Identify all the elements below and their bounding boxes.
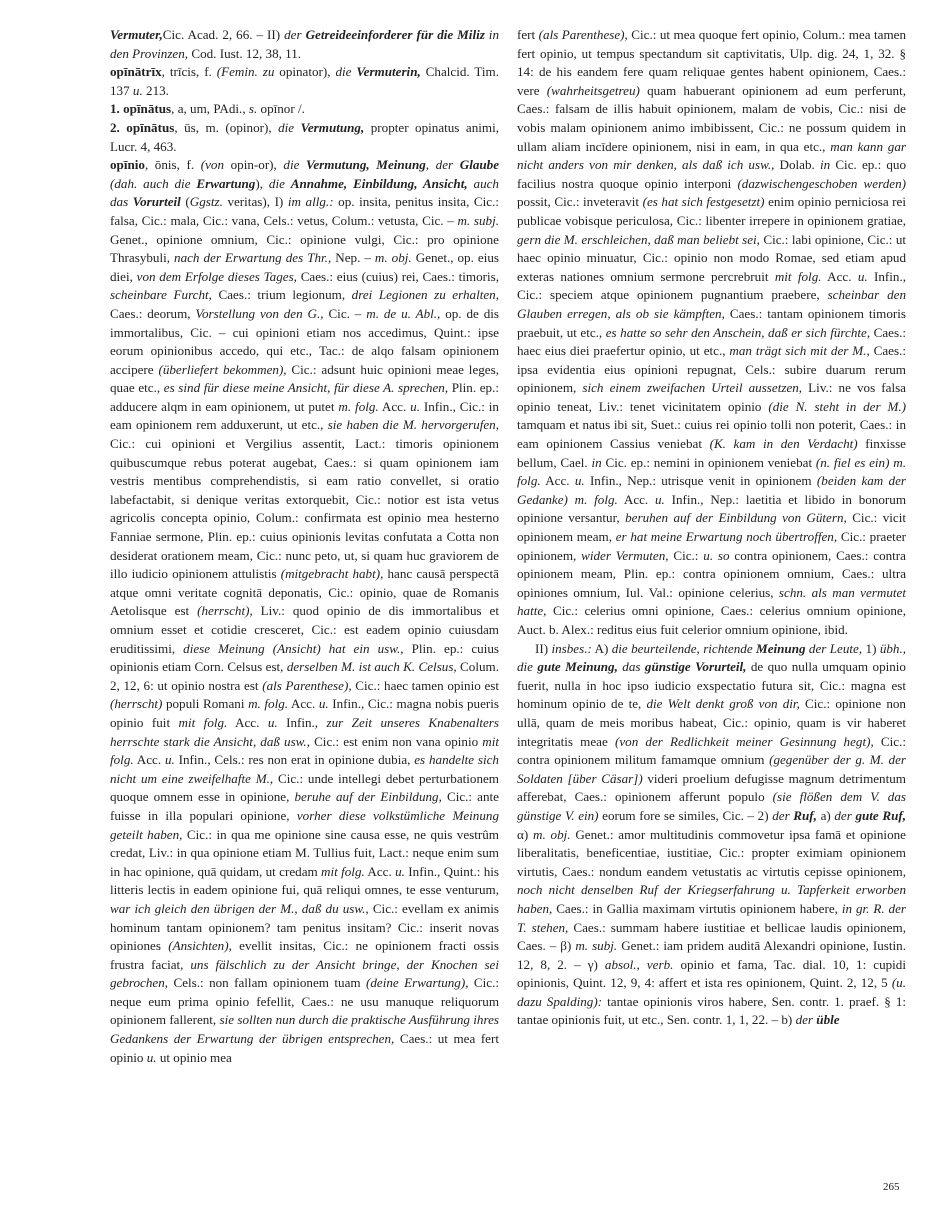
text-run: Acc. bbox=[821, 268, 858, 284]
text-run: Acc. bbox=[288, 696, 319, 712]
text-run: man kann gar nicht anders von mir denken, als daß ich usw., bbox=[517, 138, 906, 173]
text-run: günstige Vorurteil, bbox=[644, 659, 747, 675]
text-run: derselben M. ist auch K. Celsus, bbox=[286, 659, 457, 675]
dictionary-entry-continuation bbox=[517, 640, 906, 1030]
text-run: tantae opinionis viros habere, Sen. contr. 1. praef. § 1: tantae opinionis fuit, ut etc., Sen. contr. 1, 1, 22. – b) bbox=[517, 993, 907, 1028]
text-run: Cic.: ante fuisse in illa populari opinione, bbox=[110, 789, 499, 823]
text-run: Cic.: est enim non vana opinio bbox=[309, 733, 483, 749]
text-run: Cic.: evellam ex animis hominum tantam opinionem? tam penitus insitam? Cic.: inserit novas opiniones bbox=[110, 900, 500, 954]
text-run: ), bbox=[255, 175, 269, 191]
text-run: ( bbox=[180, 194, 190, 210]
text-run: Glaube bbox=[459, 157, 500, 173]
text-run: sich einem zweifachen Urteil aussetzen, bbox=[582, 380, 803, 396]
text-run: uns fälschlich zu der Ansicht bringe, der Knochen sei gebrochen, bbox=[110, 956, 499, 991]
text-run: hanc causā perspectā atque omni veritate cognitā deponatis, Cic.: opinio, quae de Romanis Aetolisque est bbox=[110, 566, 499, 619]
text-run: tamquam et natus ibi sit, Suet.: cuius rei opinio tolli non poterit, Caes.: in eam opinionem Cassius veniebat bbox=[517, 417, 906, 452]
text-run: (beiden kam der Gedanke) m. folg. bbox=[517, 473, 906, 507]
text-run: u. bbox=[395, 863, 405, 879]
text-run: (wahrheitsgetreu) bbox=[546, 82, 640, 98]
text-run: es hatte so sehr den Anschein, daß er sich fürchte, bbox=[605, 324, 871, 340]
text-run: der bbox=[772, 807, 794, 823]
text-run: Caes.: trium legionum, bbox=[211, 287, 352, 303]
text-run: op. de dis immortalibus, Cic. – cui opinioni etiam nos accedimus, Quint.: ipse eorum opinionibus accedo, qui etc., Tac.: de alqo falsam opinionem accipere bbox=[110, 305, 499, 377]
text-run: (deine Erwartung), bbox=[365, 975, 469, 991]
text-run: Getreideeinforderer für die Miliz bbox=[305, 27, 485, 42]
text-run: opinator), bbox=[274, 64, 336, 80]
text-run: opīnio bbox=[110, 157, 145, 173]
text-run: Annahme, Einbildung, Ansicht, bbox=[290, 175, 468, 191]
text-run: Caes.: tantam opinionem timoris praebuit, ut etc., bbox=[517, 305, 907, 340]
text-run: Acc. bbox=[378, 398, 411, 414]
text-run: schn. als man vermutet hatte, bbox=[517, 584, 906, 619]
text-run: u. bbox=[857, 268, 868, 284]
text-run: m. subj. bbox=[457, 212, 499, 228]
text-run: m. de u. Abl., bbox=[366, 305, 441, 321]
text-run: (als Parenthese), bbox=[538, 27, 628, 42]
text-run: opīnātrīx bbox=[110, 64, 162, 80]
text-run: mit folg. bbox=[321, 863, 365, 879]
text-run: quam habuerant opinionem ad eum perferunt, Caes.: falsam de illis habuit opinionem, malam de vobis, Cic.: nisi de vobis malam opinionem animo imbibissent, Cic.: ne possum quidem in ullam aliam incīdere opinionem, nisi in eam, in qua etc., bbox=[517, 82, 906, 154]
text-run: Vorurteil bbox=[132, 194, 181, 210]
text-run: Infin., Nep.: utrisque venit in opinionem bbox=[584, 473, 817, 489]
text-run: Cic.: haec tamen opinio est bbox=[351, 677, 499, 693]
text-run: drei Legionen zu erhalten, bbox=[351, 287, 499, 303]
dictionary-entry-continuation bbox=[517, 26, 906, 640]
text-run: (K. kam in den Verdacht) bbox=[709, 436, 858, 452]
text-run: mit folg. bbox=[110, 733, 499, 768]
text-run: Cic.: ut mea quoque fert opinio, Colum.: mea tamen fert opinio, ut tempus spectandum sit captivitatis, Ulp. dig. 24, 1, 32. § 14: de his eandem fere quam reliquae gentes habent opinionem, Caes.: vere bbox=[517, 27, 906, 98]
text-run: m. obj. bbox=[533, 826, 571, 842]
text-run: es handelte sich nicht um eine zweifelhafte M., bbox=[110, 752, 499, 786]
text-run: übh., die bbox=[517, 640, 907, 675]
text-run: , a, um, PAdi., bbox=[171, 101, 249, 117]
text-run: mit folg. bbox=[774, 268, 822, 284]
text-run: Infin., Cic.: magna nobis pueris opinio fuit bbox=[110, 696, 499, 730]
text-run: insbes.: bbox=[551, 640, 592, 656]
text-run: Infin., bbox=[277, 714, 327, 730]
text-run: Cic.: adsunt huic opinioni meae leges, quae etc., bbox=[110, 361, 499, 396]
text-run: Nep. – bbox=[331, 250, 375, 266]
text-run: Cic.: vicit opinionem meam, bbox=[517, 510, 906, 545]
text-run: Ggstz. bbox=[189, 194, 223, 210]
text-run: m. obj. bbox=[374, 250, 412, 266]
text-run: finxisse bellum, Cael. bbox=[517, 436, 906, 470]
text-run: (n. fiel es ein) m. folg. bbox=[517, 454, 906, 489]
text-run: Caes.: deorum, bbox=[110, 305, 196, 321]
text-run: Cic.: neque eum prima opinio fefellit, Caes.: ne usu manuque reliquorum opinionem fallerent, bbox=[110, 975, 500, 1028]
text-run: in den Provinzen, bbox=[110, 27, 499, 61]
dictionary-entry bbox=[110, 63, 499, 100]
text-run: Liv.: ne vos falsa opinio teneat, Liv.: tenet vicinitatem opinio bbox=[517, 380, 906, 414]
text-run: II) bbox=[535, 640, 552, 656]
text-run: α) bbox=[517, 826, 534, 842]
text-run: Acc. bbox=[133, 752, 165, 768]
text-run: Chalcid. Tim. 137 bbox=[110, 64, 499, 98]
right-column bbox=[517, 26, 906, 1030]
text-run: fert bbox=[517, 27, 539, 42]
text-run: von dem Erfolge dieses Tages, bbox=[136, 268, 297, 284]
text-run: opin-or), bbox=[224, 157, 284, 173]
text-run: veritas), I) bbox=[222, 194, 288, 210]
text-run: Cic. ep.: quo facilius nostra quoque opinio interponi bbox=[517, 157, 907, 191]
text-run: es sind für diese meine Ansicht, für diese A. sprechen, bbox=[163, 380, 449, 396]
text-run: Cic.: bbox=[668, 547, 704, 563]
text-run: Vermutung, Meinung bbox=[306, 157, 426, 173]
text-run: Caes.: eius (cuius) rei, Caes.: timoris, bbox=[296, 268, 499, 284]
text-run: die bbox=[283, 157, 307, 173]
text-run: (u. dazu Spalding): bbox=[517, 975, 906, 1009]
text-run: er hat meine Erwartung noch übertroffen, bbox=[615, 529, 838, 545]
text-run: Cod. Iust. 12, 38, 11. bbox=[188, 45, 302, 61]
text-run: 1. opīnātus bbox=[110, 101, 172, 117]
dictionary-entry bbox=[110, 26, 499, 63]
text-run: beruhe auf der Einbildung, bbox=[294, 789, 442, 805]
text-run: Plin. ep.: cuius opinionis etiam Corn. Celsus est, bbox=[110, 640, 499, 675]
text-run: (als Parenthese), bbox=[262, 677, 352, 693]
text-run: Infin., Nep.: laetitia et libido in bonorum opinione versantur, bbox=[517, 491, 907, 526]
text-run: u. bbox=[267, 714, 278, 730]
text-run: (gegenüber der g. M. der Soldaten [über Cäsar]) bbox=[517, 752, 906, 786]
text-run: nach der Erwartung des Thr., bbox=[174, 250, 332, 266]
text-run: in gr. R. der T. stehen, bbox=[517, 900, 906, 935]
text-run: noch nicht denselben Ruf der Kriegserfahrung u. Tapferkeit erworben haben, bbox=[517, 882, 906, 916]
text-run: Infin., Quint.: his litteris lectis in eadem opinione fui, quā reliqui omnes, te esse venturum, bbox=[110, 863, 499, 898]
text-run: Ruf, bbox=[793, 807, 817, 823]
text-run: populi Romani bbox=[162, 696, 249, 712]
text-run: Genet.: iam pridem auditā Alexandri opinione, Iustin. 12, 8, 2. – γ) bbox=[517, 938, 906, 972]
text-run: Acc. bbox=[364, 863, 396, 879]
text-run: Caes.: ut mea fert opinio bbox=[110, 1031, 499, 1065]
text-run: Cic.: in qua me opinione sine causa esse, ne quis vestrûm credat, Liv.: in qua opinione etiam M. Tullius fuit, Lact.: neque enim sum in hac opinione, quā quidam, ut credam bbox=[110, 826, 499, 879]
dictionary-entry bbox=[110, 100, 499, 119]
text-run: (Ansichten), bbox=[168, 938, 232, 954]
text-run: mit folg. bbox=[178, 714, 228, 730]
text-run: scheinbare Furcht, bbox=[110, 287, 212, 303]
text-run: Infin., Cic.: speciem atque opinionem pugnantium praebere, bbox=[517, 268, 906, 303]
text-run: u. bbox=[410, 398, 420, 414]
text-run: u. so bbox=[703, 547, 730, 563]
text-run: Acc. bbox=[617, 491, 655, 507]
text-run: m. folg. bbox=[338, 398, 379, 414]
text-run: (dazwischengeschoben werden) bbox=[737, 175, 906, 191]
text-run: (herrscht), bbox=[197, 603, 253, 619]
text-run: contra opinionem, Caes.: contra opinionem meam, Plin. ep.: contra opinionem omnium, Caes.: ultra opiniones omnium, Iul. Val.: opinione celerius, bbox=[517, 547, 906, 600]
text-run: u. bbox=[318, 696, 329, 712]
text-run: propter opinatus animi, Lucr. 4, 463. bbox=[110, 119, 499, 154]
text-run: Genet.: amor multitudinis commovetur ipsa famā et opinione liberalitatis, beneficentiae, iustitiae, Cic.: propter eximiam opinionem virtutis, Caes.: nondum eandem vetustatis ac virtutis cepisse opinionem, bbox=[517, 826, 906, 879]
text-run: m. folg. bbox=[248, 696, 289, 712]
text-run: die Welt denkt groß von dir, bbox=[646, 696, 800, 712]
text-run: sie sollten nun durch die praktische Ausführung ihres Gedankens der Erwartung der übrigen entsprechen, bbox=[110, 1012, 499, 1047]
text-run: Vermuter, bbox=[110, 27, 163, 42]
text-run: possit, Cic.: inveteravit bbox=[517, 194, 643, 210]
text-run: scheinbar den Glauben erregen, als ob sie kämpften, bbox=[517, 287, 906, 321]
text-run: Cic.: celerius omni opinione, Caes.: celerius omnium opinione, Auct. b. Alex.: reditus eius fuit celerior omnium opinione, ibid. bbox=[517, 603, 906, 637]
text-run: das bbox=[617, 659, 645, 675]
text-run: A) bbox=[591, 640, 612, 656]
text-run: u. bbox=[132, 82, 143, 98]
text-run: Cic.: opinione non ullā, quam de meis moribus habeat, Cic.: opinio, quam is vir haberet integritatis meae bbox=[517, 696, 906, 749]
text-run: s. bbox=[248, 101, 258, 117]
text-run: Cic.: cui opinioni et Vergilius assentit, Lact.: timoris opinionem quibuscumque rebus poterat augebat, Caes.: si quam opinionem iam vestris mentibus comprehendistis, si eam ratio convellet, si oratio labefactabit, si denique veritas extorquebit, Cic.: notior est ista vetus agricolis concepta opinio, Colum.: confirmata est opinio mea hesterno Fanniae sermone, Plin. ep.: cuius opinionis levitas confutata a Cotta non desiderat orationem meam, Cic.: nunc peto, ut, si quam huc graviorem de illo iudicio opinionem attulistis bbox=[110, 436, 499, 582]
text-run: zur Zeit unseres Knabenalters herrschte stark die Ansicht, daß usw., bbox=[110, 714, 499, 749]
text-run: gute Meinung, bbox=[537, 659, 618, 675]
text-run: Vermutung, bbox=[300, 119, 365, 135]
text-run: evellit insitas, Cic.: ne opinionem fracti ossis frustra faciat, bbox=[110, 938, 499, 972]
text-run: opinio et fama, Tac. dial. 10, 1: cupidi opinionis, Quint. 12, 9, 4: affert et ista res opinionem, Quint. 2, 12, 5 bbox=[517, 956, 906, 991]
text-run: 2. opīnātus bbox=[110, 119, 175, 135]
text-run: (herrscht) bbox=[110, 696, 163, 712]
text-run: Vermuterin, bbox=[356, 64, 421, 80]
text-run: , der bbox=[425, 157, 460, 173]
dictionary-entry bbox=[110, 156, 499, 1067]
text-run: die bbox=[268, 175, 291, 191]
text-run: Caes.: haec eius diei praefertur opinio, ut etc., bbox=[517, 324, 906, 359]
text-run: eorum fore se similes, Cic. – 2) bbox=[598, 807, 773, 823]
text-run: Cic.: labi opinione, Cic.: ut haec opinio minuatur, Cic.: opinio non modo Romae, sed etiam apud exteras nationes omnium sermone percrebruit bbox=[517, 231, 906, 284]
text-run: beruhen auf der Einbildung von Gütern, bbox=[625, 510, 847, 526]
text-run: die bbox=[278, 119, 301, 135]
text-run: der Leute, bbox=[805, 640, 863, 656]
text-run: (die N. steht in der M.) bbox=[768, 398, 906, 414]
text-run: (Femin. zu bbox=[216, 64, 275, 80]
page-number: 265 bbox=[883, 1181, 900, 1193]
text-run: enim opinio perniciosa rei publicae vobisque periculosa, Cic.: libenter irrepere in opinionem gratiae, bbox=[517, 194, 906, 228]
text-run: in bbox=[591, 454, 602, 470]
text-run: u. bbox=[574, 473, 585, 489]
text-run: war ich gleich den übrigen der M., daß du usw., bbox=[110, 900, 369, 916]
text-run: der bbox=[795, 1012, 817, 1028]
text-run: üble bbox=[816, 1012, 840, 1028]
text-run: Plin. ep.: adducere alqm in eam opinionem, ut putet bbox=[110, 380, 499, 414]
text-run: , ūs, m. (opinor), bbox=[174, 119, 279, 135]
text-run: diese Meinung (Ansicht) hat ein usw., bbox=[183, 640, 404, 656]
text-run: Cic.: contra opinionem militum famamque omnium bbox=[517, 733, 907, 768]
text-run: die beurteilende, richtende bbox=[611, 640, 757, 656]
text-run: Cic. Acad. 2, 66. – II) bbox=[162, 27, 285, 42]
text-run: opīnor /. bbox=[257, 101, 305, 117]
text-run: Acc. bbox=[227, 714, 268, 730]
text-run: im allg.: bbox=[287, 194, 334, 210]
text-run: sie haben die M. hervorgerufen, bbox=[327, 417, 499, 433]
text-run: (mitgebracht habt), bbox=[280, 566, 384, 582]
text-run: Cic.: praeter opinionem, bbox=[517, 529, 906, 563]
text-run: 1) bbox=[862, 640, 880, 656]
text-run: Cic. – bbox=[323, 305, 367, 321]
text-run: absol., verb. bbox=[604, 956, 674, 972]
text-run: wider Vermuten, bbox=[581, 547, 669, 563]
text-run: man trägt sich mit der M., bbox=[729, 343, 870, 359]
text-run: der bbox=[284, 27, 306, 42]
text-run: gute Ruf, bbox=[855, 807, 906, 823]
text-run: (es hat sich festgesetzt) bbox=[642, 194, 765, 210]
text-run: auch das bbox=[110, 175, 499, 210]
text-run: a) bbox=[816, 807, 835, 823]
text-run: (sie flößen dem V. das günstige V. ein) bbox=[517, 789, 906, 823]
dictionary-entry bbox=[110, 119, 499, 156]
text-run: 213. bbox=[142, 82, 169, 98]
text-run: , trīcis, f. bbox=[161, 64, 217, 80]
text-run: (dah. auch die bbox=[110, 175, 197, 191]
text-run: videri proelium defugisse magnum detrimentum afferebat, Caes.: opinionem afferunt populo bbox=[517, 770, 906, 805]
text-run: Caes.: summam habere iustitiae et bellicae laudis opinionem, Caes. – β) bbox=[517, 919, 906, 954]
text-run: gern die M. erschleichen, daß man beliebt sei, bbox=[517, 231, 760, 247]
text-run: Dolab. bbox=[774, 157, 820, 173]
text-run: (überliefert bekommen), bbox=[158, 361, 287, 377]
text-run: (von bbox=[200, 157, 225, 173]
text-run: de quo nulla umquam opinio fuerit, nulla in hoc ipso iudicio exspectatio futura sit, Cic.: magna est hominum opinio de te, bbox=[517, 659, 906, 712]
text-run: Genet., op. eius diei, bbox=[110, 250, 499, 284]
text-run: Colum. 2, 12, 6: ut opinio nostra est bbox=[110, 659, 499, 693]
text-run: u. bbox=[164, 752, 175, 768]
text-run: in bbox=[819, 157, 831, 173]
text-run: , ōnis, f. bbox=[144, 157, 201, 173]
text-run: Infin., Cels.: res non erat in opinione dubia, bbox=[174, 752, 415, 768]
text-run: Acc. bbox=[540, 473, 575, 489]
text-run: ut opinio mea bbox=[156, 1049, 232, 1065]
text-run: vorher diese volkstümliche Meinung geteilt haben, bbox=[110, 807, 499, 842]
text-run: Caes.: in Gallia maximam virtutis opinionem habere, bbox=[552, 900, 842, 916]
text-run: u. bbox=[146, 1049, 157, 1065]
text-run: Cic.: unde intellegi debet perturbationem quoque omnem esse in opinione, bbox=[110, 770, 499, 805]
text-run: Genet., opinione omnium, Cic.: opinione vulgi, Cic.: pro opinione Thrasybuli, bbox=[110, 231, 499, 266]
text-run: op. insita, penitus insita, Cic.: falsa, Cic.: mala, Cic.: vana, Cels.: vetus, Colum.: vetusta, Cic. – bbox=[110, 194, 500, 228]
text-run: Caes.: ipsa evidentia eius opinioni repugnat, Cels.: subire duarum rerum opinionem, bbox=[517, 343, 906, 396]
text-run: m. subj. bbox=[575, 938, 618, 954]
text-run: Meinung bbox=[756, 640, 806, 656]
text-run: Cic. ep.: nemini in opinionem veniebat bbox=[601, 454, 816, 470]
text-run: Erwartung bbox=[196, 175, 256, 191]
text-run: (von der Redlichkeit meiner Gesinnung hegt), bbox=[614, 733, 874, 749]
text-run: Cels.: non fallam opinionem tuam bbox=[168, 975, 366, 991]
text-run: Liv.: quod opinio de dis immortalibus et omnium esset et cotidie cresceret, Cic.: est eadem opinio cuiusdam eruditissimi, bbox=[110, 603, 499, 656]
left-column bbox=[110, 26, 499, 1067]
text-run: Vorstellung von den G., bbox=[195, 305, 324, 321]
text-run: Infin., Cic.: in eam opinionem rem adduxerunt, ut etc., bbox=[110, 398, 499, 433]
text-run: der bbox=[834, 807, 856, 823]
text-run: die bbox=[335, 64, 357, 80]
text-run: u. bbox=[654, 491, 665, 507]
